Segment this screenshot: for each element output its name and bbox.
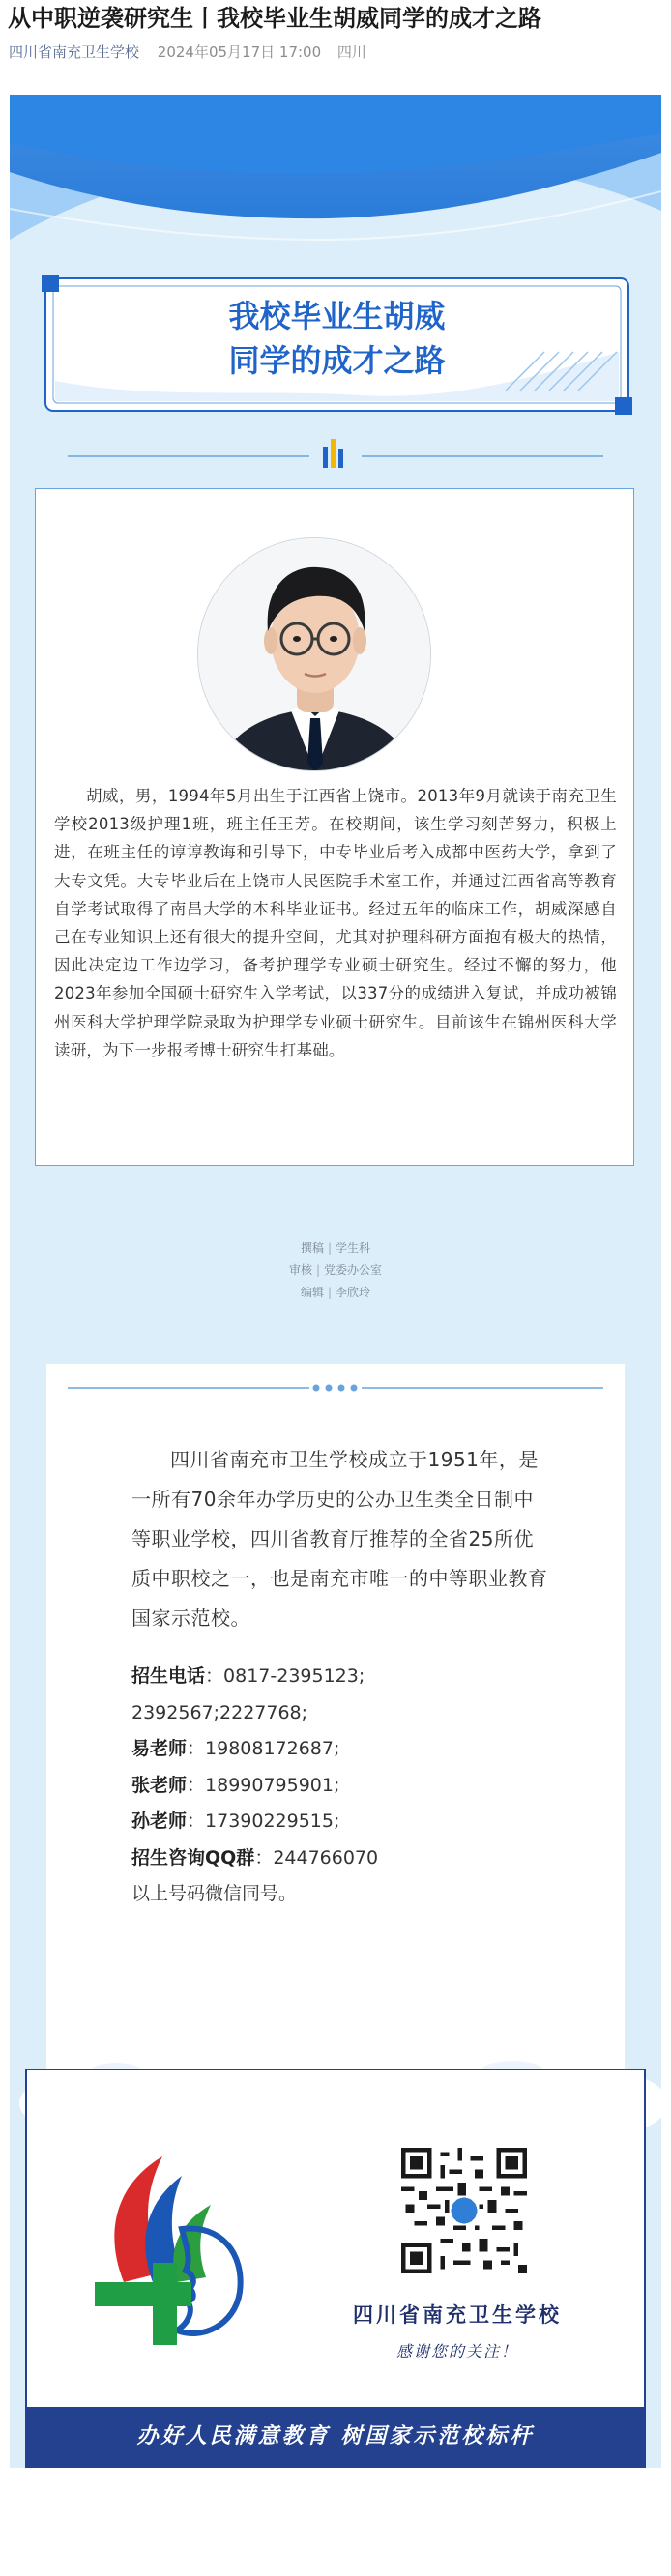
contact-line: 张老师：18990795901;: [131, 1774, 340, 1796]
credit-row: 编辑 | 李欣玲: [300, 1286, 371, 1299]
student-biography: 胡威，男，1994年5月出生于江西省上饶市。2013年9月就读于南充卫生学校2013级护理1班，班主任王芳。在校期间，该生学习刻苦努力，积极上进，在班主任的谆谆教诲和引导下，中专毕业后考入成都中医药大学，拿到了大专文凭。大专毕业后在上饶市人民医院手术室工作，并通过江西省高等教育自学考试取得了南昌大学的本科毕业证书。经过五年的临床工作，胡威深感自己在专业知识上还有很大的提升空间，尤其对护理科研方面抱有极大的热情，因此决定边工作边学习，备考护理学专业硕士研究生。经过不懈的努力，他2023年参加全国硕士研究生入学考试，以337分的成绩进入复试，并成功被锦州医科大学护理学院录取为护理学专业硕士研究生。目前该生在锦州医科大学读研，为下一步报考博士研究生打基础。: [54, 787, 617, 1059]
contact-line: 招生电话：0817-2395123;: [131, 1665, 365, 1687]
contact-line: 2392567;2227768;: [131, 1701, 308, 1723]
editorial-credits: [10, 1237, 661, 1304]
profile-card: [35, 488, 634, 1166]
publish-region: 四川: [336, 43, 366, 61]
publish-time: 2024年05月17日 17:00: [157, 43, 322, 61]
footer-school-name: 四川省南充卫生学校: [353, 2302, 562, 2327]
admission-contacts: [131, 1659, 557, 1913]
school-logo-icon: [85, 2137, 259, 2361]
school-introduction: 四川省南充市卫生学校成立于1951年，是一所有70余年办学历史的公办卫生类全日制中等职业学校，四川省教育厅推荐的全省25所优质中职校之一，也是南充市唯一的中等职业教育国家示范校。: [131, 1448, 548, 1630]
footer-card: [25, 2069, 646, 2468]
contact-line: 易老师：19808172687;: [131, 1738, 340, 1759]
credit-row: 审核 | 党委办公室: [288, 1263, 383, 1277]
footer-slogan: 办好人民满意教育 树国家示范校标杆: [27, 2407, 644, 2466]
credit-row: 撰稿 | 学生科: [300, 1241, 371, 1255]
contact-line: 孙老师：17390229515;: [131, 1810, 340, 1832]
school-intro-card: [46, 1364, 625, 2081]
wechat-qr-code[interactable]: [401, 2148, 527, 2273]
title-banner: [42, 275, 632, 415]
section-divider-bars-icon: [68, 435, 603, 470]
contact-line: 招生咨询QQ群：244766070: [131, 1846, 379, 1868]
banner-title: [109, 294, 565, 383]
account-name-link[interactable]: 四川省南充卫生学校: [9, 43, 140, 61]
banner-title-line1: 我校毕业生胡威: [228, 298, 446, 334]
footer-thanks: 感谢您的关注！: [395, 2342, 518, 2360]
article-body: [10, 95, 661, 2468]
article-meta: [9, 42, 366, 62]
student-portrait: [197, 537, 431, 771]
banner-title-line2: 同学的成才之路: [228, 342, 446, 379]
dotted-divider: [68, 1381, 603, 1395]
header-wave-decoration: [10, 95, 661, 264]
contact-line: 以上号码微信同号。: [131, 1883, 298, 1904]
article-title: 从中职逆袭研究生丨我校毕业生胡威同学的成才之路: [8, 5, 541, 32]
